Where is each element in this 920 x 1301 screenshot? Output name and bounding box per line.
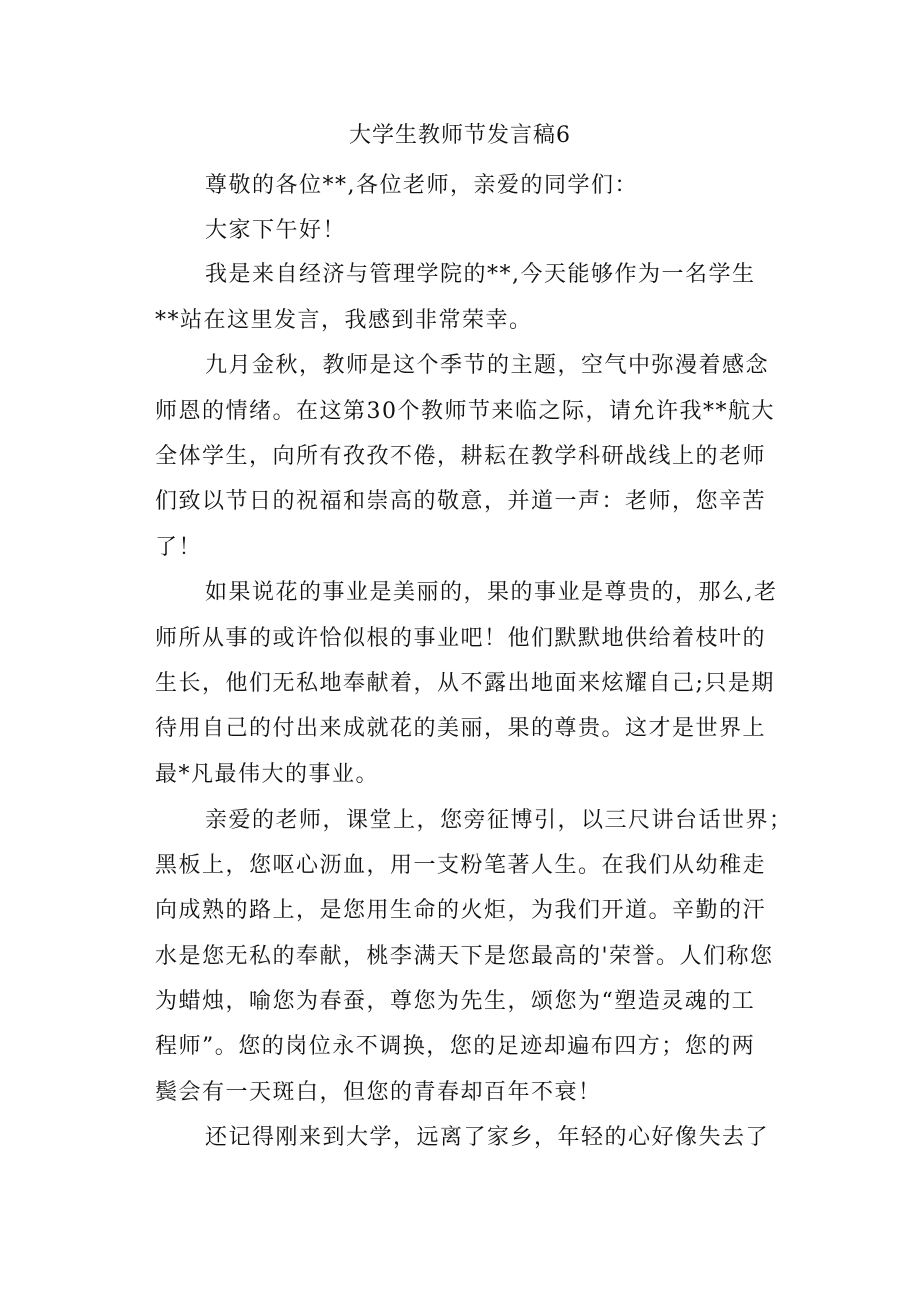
paragraph-line: 鬓会有一天斑白，但您的青春却百年不衰！ xyxy=(155,1080,602,1105)
paragraph-line: 们致以节日的祝福和崇高的敬意，并道一声：老师，您辛苦 xyxy=(155,489,767,514)
paragraph-line: 最*凡最伟大的事业。 xyxy=(155,762,380,787)
paragraph-line: 尊敬的各位**,各位老师，亲爱的同学们： xyxy=(205,173,638,198)
paragraph-line: 九月金秋，教师是这个季节的主题，空气中弥漫着感念 xyxy=(205,353,770,378)
paragraph-line: 生长，他们无私地奉献着，从不露出地面来炫耀自己;只是期 xyxy=(155,671,775,696)
paragraph-line: 还记得刚来到大学，远离了家乡，年轻的心好像失去了 xyxy=(205,1125,770,1150)
paragraph-line: 黑板上，您呕心沥血，用一支粉笔著人生。在我们从幼稚走 xyxy=(155,853,767,878)
document-title: 大学生教师节发言稿6 xyxy=(349,123,571,148)
paragraph-line: 程师”。您的岗位永不调换，您的足迹却遍布四方；您的两 xyxy=(155,1034,756,1059)
paragraph-line: 待用自己的付出来成就花的美丽，果的尊贵。这才是世界上 xyxy=(155,716,767,741)
paragraph-line: 水是您无私的奉献，桃李满天下是您最高的'荣誉。人们称您 xyxy=(155,944,774,969)
paragraph-line: 了！ xyxy=(155,535,203,560)
paragraph-line: **站在这里发言，我感到非常荣幸。 xyxy=(155,308,533,333)
paragraph-line: 为蜡烛，喻您为春蚕，尊您为先生，颂您为“塑造灵魂的工 xyxy=(155,989,756,1014)
paragraph-line: 亲爱的老师，课堂上，您旁征博引，以三尺讲台话世界； xyxy=(205,808,793,833)
paragraph-line: 全体学生，向所有孜孜不倦，耕耘在教学科研战线上的老师 xyxy=(155,444,767,469)
paragraph-line: 我是来自经济与管理学院的**,今天能够作为一名学生 xyxy=(205,262,756,287)
paragraph-line: 向成熟的路上，是您用生命的火炬，为我们开道。辛勤的汗 xyxy=(155,898,767,923)
paragraph-line: 师恩的情绪。在这第30个教师节来临之际，请允许我**航大 xyxy=(155,399,775,424)
paragraph-line: 如果说花的事业是美丽的，果的事业是尊贵的，那么,老 xyxy=(205,580,778,605)
paragraph-line: 师所从事的或许恰似根的事业吧！他们默默地供给着枝叶的 xyxy=(155,626,767,651)
paragraph-line: 大家下午好！ xyxy=(205,218,347,243)
